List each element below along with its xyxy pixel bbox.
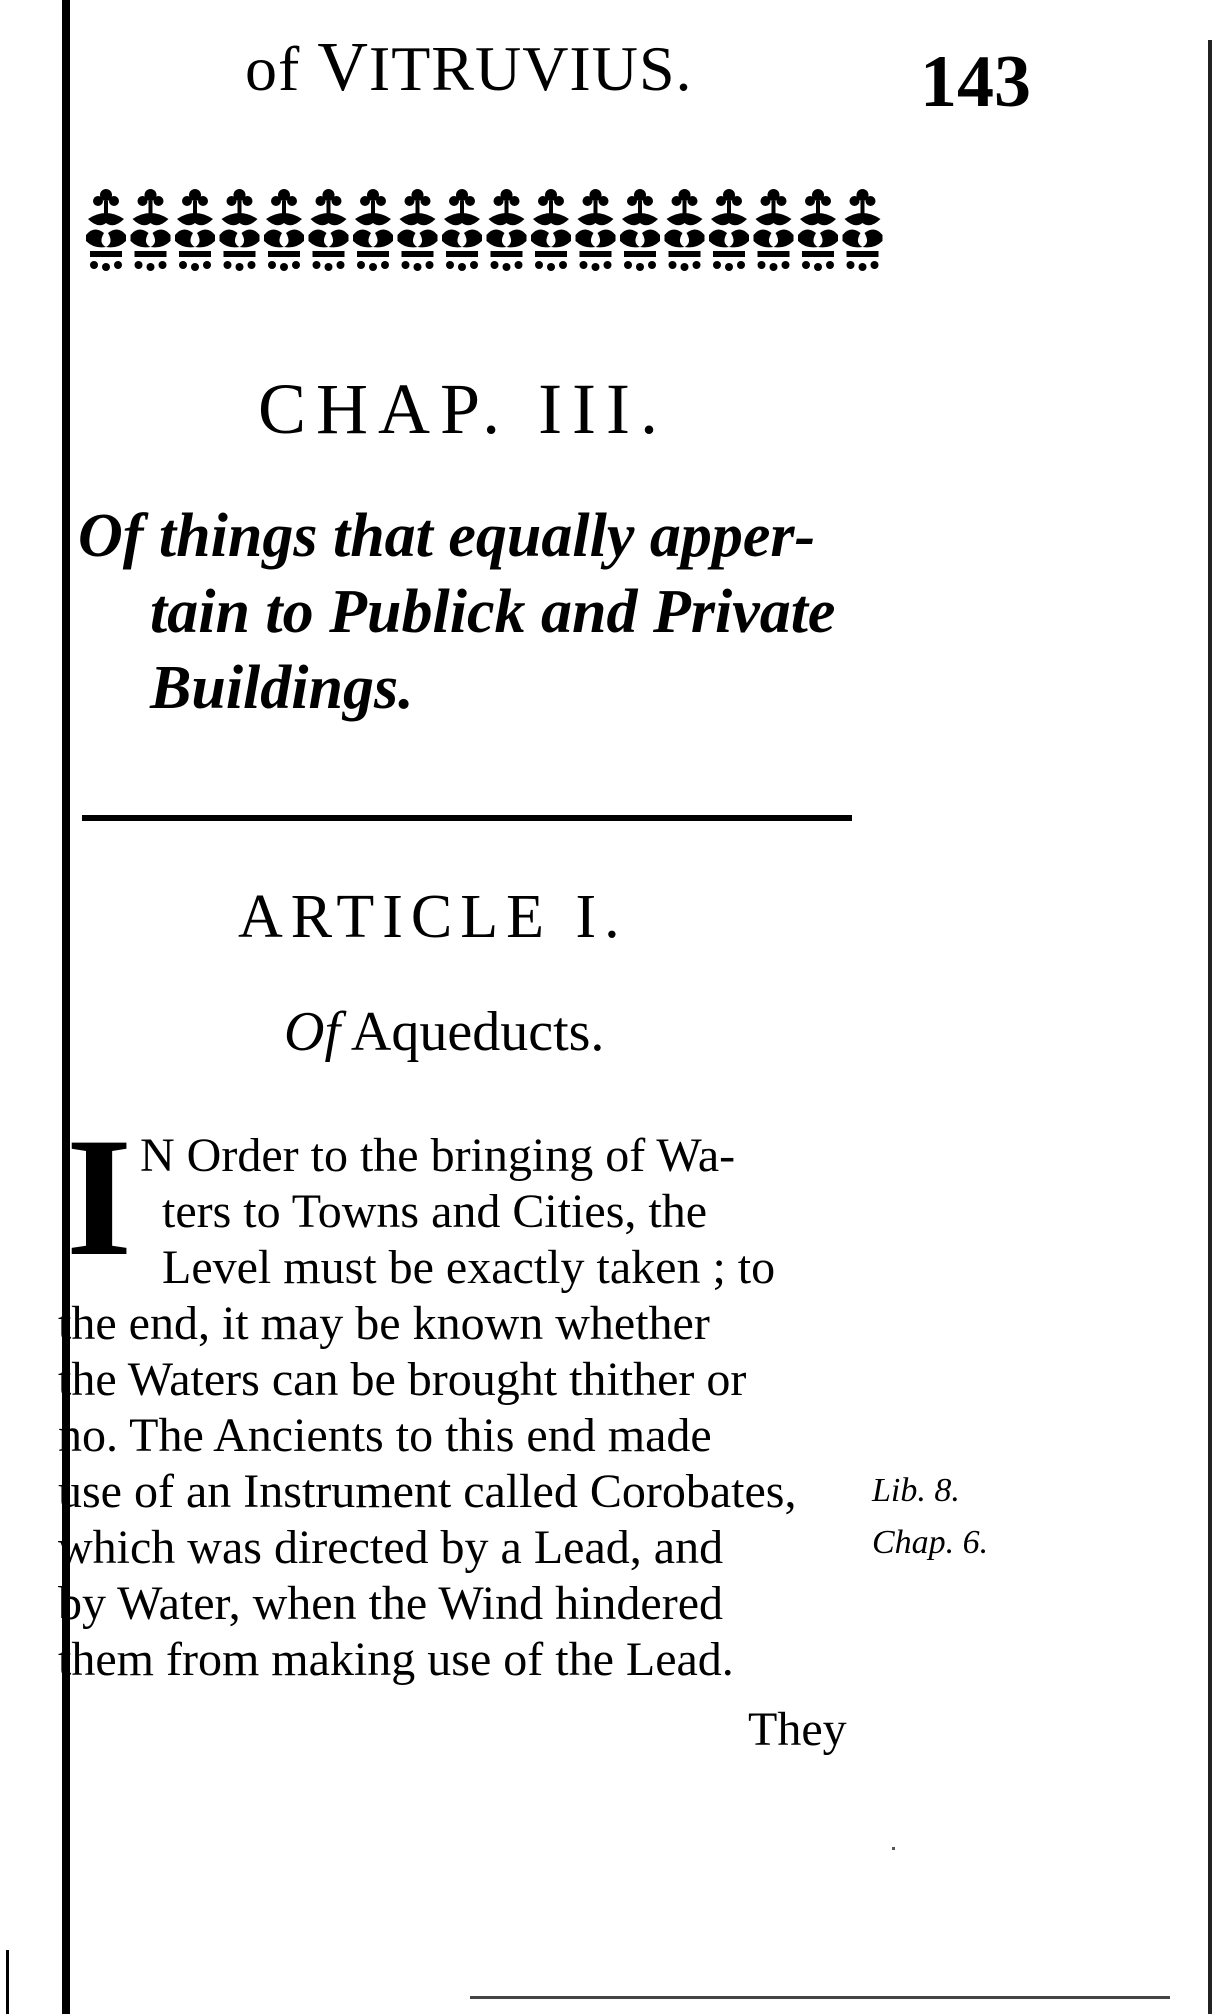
fleuron-ornament-band [84, 185, 889, 273]
chapter-title-line-1: Of things that equally apper- [78, 502, 816, 570]
fleuron-glyph [754, 189, 794, 271]
margin-note [872, 1465, 988, 1569]
fleuron-glyph [531, 189, 571, 271]
fleuron-glyph [620, 189, 660, 271]
fleuron-glyph [843, 189, 883, 271]
fleuron-glyph [309, 189, 349, 271]
fleuron-glyph [131, 189, 171, 271]
section-divider-rule [82, 815, 852, 821]
chapter-title [78, 498, 918, 726]
catchword: They [748, 1703, 847, 1756]
fleuron-glyph [220, 189, 260, 271]
fleuron-glyph [665, 189, 705, 271]
body-line-1: N Order to the bringing of Wa- [140, 1129, 736, 1182]
chapter-heading: CHAP. III. [258, 369, 669, 449]
running-title [245, 28, 693, 108]
fleuron-glyph [398, 189, 438, 271]
article-heading: ARTICLE I. [238, 883, 628, 951]
body-line-9: by Water, when the Wind hindered [58, 1577, 723, 1630]
margin-note-line-1: Lib. 8. [872, 1472, 960, 1509]
fleuron-glyph [86, 189, 126, 271]
article-title [284, 1000, 604, 1064]
fleuron-glyph [442, 189, 482, 271]
drop-cap-initial: I [66, 1103, 133, 1291]
running-title-initial: V [317, 29, 369, 106]
scan-edge-mark [6, 1950, 9, 2014]
fleuron-glyph [175, 189, 215, 271]
scan-speck [892, 1847, 895, 1850]
running-title-prefix: of [245, 33, 301, 104]
fleuron-glyph [709, 189, 749, 271]
chapter-title-line-2: tain to Publick and Private [150, 578, 836, 646]
body-line-2: ters to Towns and Cities, the [162, 1185, 708, 1238]
body-line-10: them from making use of the Lead. [58, 1633, 734, 1686]
body-line-4: the end, it may be known whether [58, 1297, 710, 1350]
body-line-7: use of an Instrument called Corobates, [58, 1465, 797, 1518]
margin-note-line-2: Chap. 6. [872, 1524, 989, 1561]
page-bottom-edge [470, 1996, 1170, 1999]
fleuron-glyph [264, 189, 304, 271]
chapter-title-line-3: Buildings. [150, 654, 414, 722]
fleuron-glyph [353, 189, 393, 271]
body-line-5: the Waters can be brought thither or [58, 1353, 747, 1406]
body-line-6: no. The Ancients to this end made [58, 1409, 712, 1462]
page-left-edge [62, 0, 70, 2014]
fleuron-glyph [576, 189, 616, 271]
article-title-of: Of [284, 1001, 340, 1063]
fleuron-glyph [798, 189, 838, 271]
fleuron-glyph [487, 189, 527, 271]
running-title-rest: ITRUVIUS. [368, 33, 693, 104]
body-line-3: Level must be exactly taken ; to [162, 1241, 776, 1294]
page-right-edge [1208, 40, 1212, 2014]
page-number: 143 [920, 41, 1031, 123]
body-line-8: which was directed by a Lead, and [58, 1521, 724, 1574]
article-title-rest: Aqueducts. [350, 1001, 605, 1063]
